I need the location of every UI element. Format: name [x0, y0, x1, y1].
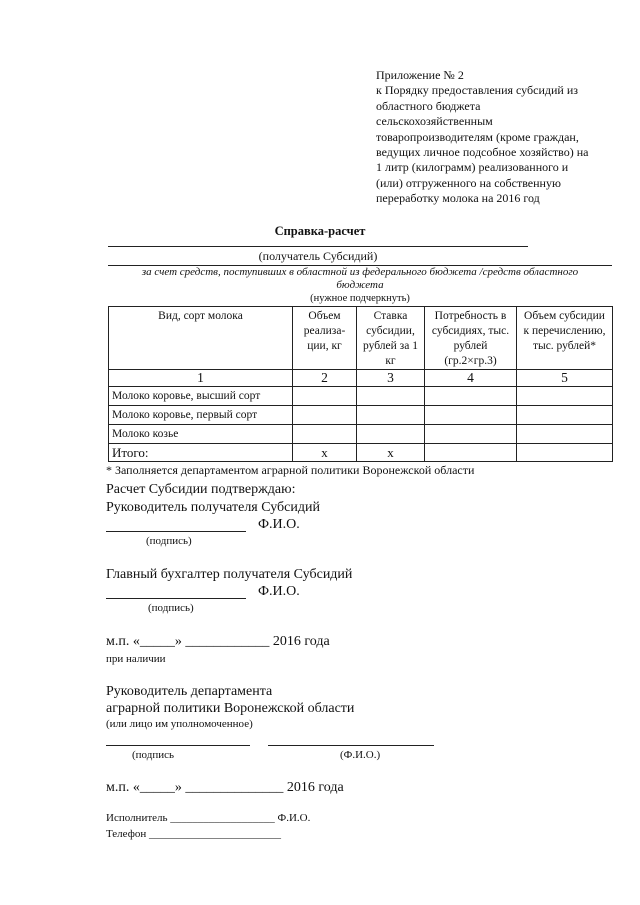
recipient-line	[108, 246, 528, 247]
header-cell: Вид, сорт молока	[109, 307, 293, 370]
header-cell: Ставка субсидии, рублей за 1 кг	[357, 307, 425, 370]
cell	[357, 425, 425, 444]
number-cell: 2	[293, 370, 357, 387]
confirm-text: Расчет Субсидии подтверждаю:	[106, 482, 296, 497]
fio-1: Ф.И.О.	[258, 517, 300, 532]
appendix-line: переработку молока на 2016 год	[376, 191, 540, 206]
total-label: Итого:	[109, 444, 293, 462]
appendix-line: товаропроизводителям (кроме граждан,	[376, 129, 579, 144]
authorized-label: (или лицо им уполномоченное)	[106, 718, 253, 730]
cell: Молоко коровье, высший сорт	[109, 387, 293, 406]
executor-line: Исполнитель ___________________ Ф.И.О.	[106, 812, 311, 824]
signature-line	[106, 531, 246, 532]
appendix-line: ведущих личное подсобное хозяйство) на	[376, 145, 589, 160]
appendix-line: 1 литр (килограмм) реализованного и	[376, 160, 569, 175]
signature-line-2	[106, 598, 246, 599]
table-number-row	[109, 370, 613, 387]
signature-label-3: (подпись	[132, 749, 175, 761]
table-row	[109, 406, 613, 425]
cell	[293, 387, 357, 406]
funding-text: за счет средств, поступивших в областной из федерального бюджета /средств областного	[141, 266, 579, 278]
appendix-line: (или) отгруженного на собственную	[376, 175, 561, 190]
cell	[357, 387, 425, 406]
number-cell: 4	[425, 370, 517, 387]
total-cell	[517, 444, 613, 462]
footnote: * Заполняется департаментом аграрной политики Воронежской области	[106, 463, 475, 477]
cell	[293, 406, 357, 425]
header-cell: Объем реализа-ции, кг	[293, 307, 357, 370]
number-cell: 3	[357, 370, 425, 387]
cell: Молоко коровье, первый сорт	[109, 406, 293, 425]
table-total-row	[109, 444, 613, 462]
dept-head-line1: Руководитель департамента	[106, 684, 273, 699]
chief-accountant: Главный бухгалтер получателя Субсидий	[106, 567, 353, 582]
cell	[425, 425, 517, 444]
number-cell: 1	[109, 370, 293, 387]
signature-label-2: (подпись)	[148, 602, 194, 614]
funding-text-2: бюджета	[336, 279, 384, 291]
appendix-line: к Порядку предоставления субсидий из	[376, 83, 578, 98]
header-cell: Объем субсидии к перечислению, тыс. рублей*	[517, 307, 613, 370]
cell	[517, 387, 613, 406]
total-cell: x	[357, 444, 425, 462]
fio-line	[268, 745, 434, 746]
cell: Молоко козье	[109, 425, 293, 444]
cell	[425, 406, 517, 425]
fio-2: Ф.И.О.	[258, 584, 300, 599]
calculation-table	[108, 306, 613, 462]
table-row	[109, 425, 613, 444]
appendix-line: сельскохозяйственным	[376, 114, 493, 129]
cell	[517, 425, 613, 444]
appendix-header	[376, 68, 616, 207]
dept-head-line2: аграрной политики Воронежской области	[106, 701, 355, 716]
table-row	[109, 387, 613, 406]
mp-date-2: м.п. «_____» ______________ 2016 года	[106, 780, 344, 795]
head-recipient: Руководитель получателя Субсидий	[106, 500, 320, 515]
document-title: Справка-расчет	[274, 224, 366, 238]
fio-label: (Ф.И.О.)	[340, 749, 381, 761]
phone-line: Телефон ________________________	[106, 828, 281, 840]
cell	[517, 406, 613, 425]
cell	[425, 387, 517, 406]
if-any-label: при наличии	[106, 653, 166, 665]
header-cell: Потребность в субсидиях, тыс. рублей (гр.2×гр.3)	[425, 307, 517, 370]
number-cell: 5	[517, 370, 613, 387]
cell	[357, 406, 425, 425]
appendix-line: Приложение № 2	[376, 68, 464, 82]
signature-line-3	[106, 745, 250, 746]
total-cell	[425, 444, 517, 462]
recipient-label: (получатель Субсидий)	[258, 249, 378, 263]
signature-label: (подпись)	[146, 535, 192, 547]
cell	[293, 425, 357, 444]
underline-note: (нужное подчеркнуть)	[310, 293, 410, 304]
appendix-line: областного бюджета	[376, 98, 481, 113]
mp-date-1: м.п. «_____» ____________ 2016 года	[106, 634, 330, 649]
table-header-row	[109, 307, 613, 370]
total-cell: x	[293, 444, 357, 462]
